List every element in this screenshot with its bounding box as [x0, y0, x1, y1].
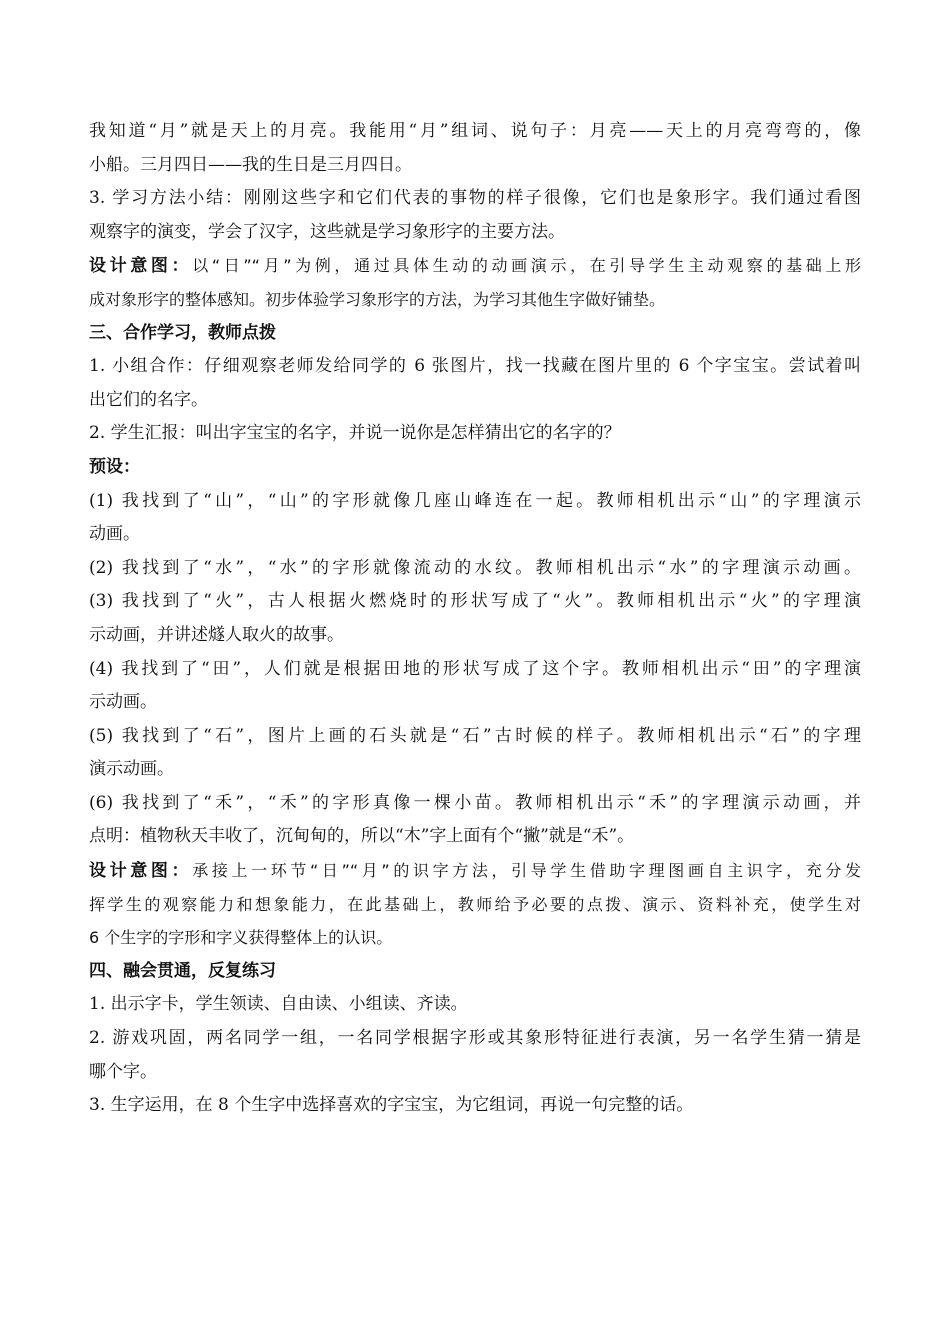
paragraph-line: 3. 生字运用，在 8 个生字中选择喜欢的字宝宝，为它组词，再说一句完整的话。 [89, 1095, 694, 1116]
design-intent-line [89, 249, 861, 283]
design-intent-text: 承接上一环节“日”“月”的识字方法，引导学生借助字理图画自主识字，充分发 [192, 861, 861, 881]
preset-item: 示动画。 [89, 692, 157, 713]
preset-label: 预设： [89, 456, 140, 477]
section-heading: 三、合作学习，教师点拨 [89, 322, 276, 343]
preset-item: 动画。 [89, 524, 140, 545]
paragraph-line: 哪个字。 [89, 1061, 157, 1082]
design-intent-line [89, 854, 861, 888]
paragraph-line: 我知道“月”就是天上的月亮。我能用“月”组词、说句子：月亮——天上的月亮弯弯的，像 [89, 121, 861, 141]
design-intent-text: 以“日”“月”为例，通过具体生动的动画演示，在引导学生主动观察的基础上形 [192, 256, 861, 276]
paragraph-line: 1. 出示字卡，学生领读、自由读、小组读、齐读。 [89, 994, 468, 1015]
section-heading: 四、融会贯通，反复练习 [89, 960, 276, 981]
paragraph-line: 观察字的演变，学会了汉字，这些就是学习象形字的主要方法。 [89, 221, 565, 242]
preset-item: 演示动画。 [89, 759, 174, 780]
paragraph-line: 1. 小组合作：仔细观察老师发给同学的 6 张图片，找一找藏在图片里的 6 个字宝宝。尝试着叫 [89, 356, 861, 377]
paragraph-line: 2. 游戏巩固，两名同学一组，一名同学根据字形或其象形特征进行表演，另一名学生猜一猜是 [89, 1028, 861, 1049]
preset-item: (2) 我找到了“水”，“水”的字形就像流动的水纹。教师相机出示“水”的字理演示动画。 [89, 557, 861, 578]
design-intent-label: 设计意图： [89, 256, 193, 277]
preset-item: (3) 我找到了“火”，古人根据火燃烧时的形状写成了“火”。教师相机出示“火”的字理演 [89, 591, 861, 612]
design-intent-text: 挥学生的观察能力和想象能力，在此基础上，教师给予必要的点拨、演示、资料补充，使学生对 [89, 894, 861, 914]
paragraph-line: 3. 学习方法小结：刚刚这些字和它们代表的事物的样子很像，它们也是象形字。我们通过看图 [89, 188, 861, 209]
design-intent-text: 6 个生字的字形和字义获得整体上的认识。 [89, 928, 393, 948]
preset-item: (6) 我找到了“禾”，“禾”的字形真像一棵小苗。教师相机出示“禾”的字理演示动画，并 [89, 792, 861, 813]
preset-item: (4) 我找到了“田”，人们就是根据田地的形状写成了这个字。教师相机出示“田”的字理演 [89, 658, 861, 679]
preset-item: (1) 我找到了“山”，“山”的字形就像几座山峰连在一起。教师相机出示“山”的字理演示 [89, 490, 861, 511]
paragraph-line: 2. 学生汇报：叫出字宝宝的名字，并说一说你是怎样猜出它的名字的？ [89, 423, 621, 444]
preset-item: 点明：植物秋天丰收了，沉甸甸的，所以“木”字上面有个“撇”就是“禾”。 [89, 826, 635, 847]
preset-item: (5) 我找到了“石”，图片上画的石头就是“石”古时候的样子。教师相机出示“石”的字理 [89, 725, 861, 746]
document-page [89, 115, 861, 1123]
design-intent-label: 设计意图： [89, 861, 193, 882]
preset-item: 示动画，并讲述燧人取火的故事。 [89, 624, 344, 645]
paragraph-line: 小船。三月四日——我的生日是三月四日。 [89, 154, 412, 175]
paragraph-line: 出它们的名字。 [89, 389, 208, 410]
design-intent-text: 成对象形字的整体感知。初步体验学习象形字的方法，为学习其他生字做好铺垫。 [89, 289, 666, 309]
